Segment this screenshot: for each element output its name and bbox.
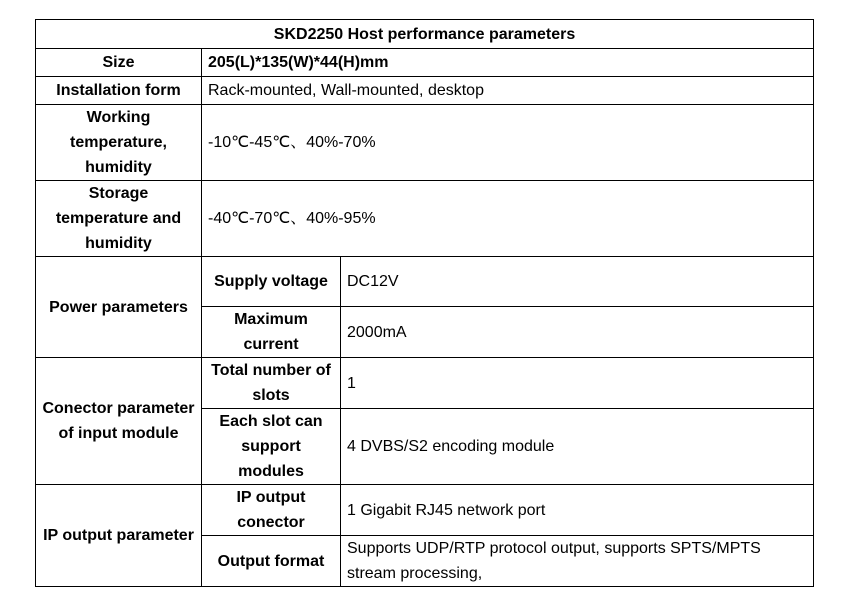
- installation-value: Rack-mounted, Wall-mounted, desktop: [202, 77, 814, 105]
- working-temperature-label: Working temperature, humidity: [36, 105, 202, 181]
- slot-modules-value: 4 DVBS/S2 encoding module: [341, 409, 814, 485]
- output-format-value: Supports UDP/RTP protocol output, supports SPTS/MPTS stream processing,: [341, 536, 814, 587]
- storage-temperature-label: Storage temperature and humidity: [36, 181, 202, 257]
- table-row-installation: [36, 77, 814, 105]
- table-row-ip-conector: [36, 485, 814, 536]
- table-row-size: [36, 49, 814, 77]
- maximum-current-value: 2000mA: [341, 307, 814, 358]
- installation-label: Installation form: [36, 77, 202, 105]
- supply-voltage-value: DC12V: [341, 257, 814, 307]
- ip-output-conector-value: 1 Gigabit RJ45 network port: [341, 485, 814, 536]
- storage-temperature-value: -40℃-70℃、40%-95%: [202, 181, 814, 257]
- conector-parameter-label: Conector parameter of input module: [36, 358, 202, 485]
- maximum-current-label: Maximum current: [202, 307, 341, 358]
- ip-output-conector-label: IP output conector: [202, 485, 341, 536]
- specifications-table: [35, 19, 814, 587]
- total-slots-value: 1: [341, 358, 814, 409]
- working-temperature-value: -10℃-45℃、40%-70%: [202, 105, 814, 181]
- size-label: Size: [36, 49, 202, 77]
- slot-modules-label: Each slot can support modules: [202, 409, 341, 485]
- table-title: SKD2250 Host performance parameters: [36, 20, 814, 49]
- table-title-row: [36, 20, 814, 49]
- power-parameters-label: Power parameters: [36, 257, 202, 358]
- table-row-working-temperature: [36, 105, 814, 181]
- size-value: 205(L)*135(W)*44(H)mm: [202, 49, 814, 77]
- total-slots-label: Total number of slots: [202, 358, 341, 409]
- supply-voltage-label: Supply voltage: [202, 257, 341, 307]
- table-row-storage-temperature: [36, 181, 814, 257]
- table-row-power-supply: [36, 257, 814, 307]
- table-row-conector-slots: [36, 358, 814, 409]
- ip-output-parameter-label: IP output parameter: [36, 485, 202, 587]
- output-format-label: Output format: [202, 536, 341, 587]
